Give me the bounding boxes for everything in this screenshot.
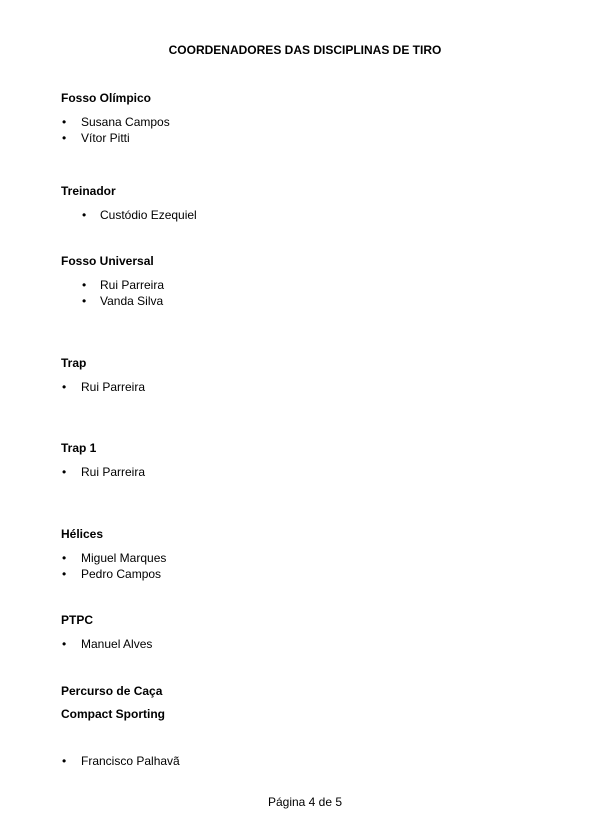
list-item: Miguel Marques <box>81 551 167 565</box>
page-number-footer: Página 4 de 5 <box>267 795 343 809</box>
section-heading-trap: Trap <box>61 356 87 370</box>
section-heading-trap-1: Trap 1 <box>61 441 97 455</box>
section-heading-percurso-de-caca: Percurso de Caça <box>61 684 163 698</box>
section-heading-fosso-olimpico: Fosso Olímpico <box>61 91 152 105</box>
section-heading-treinador: Treinador <box>61 184 116 198</box>
section-heading-ptpc: PTPC <box>61 613 94 627</box>
list-item: Susana Campos <box>81 115 170 129</box>
bullet-icon: • <box>82 208 87 222</box>
bullet-icon: • <box>62 131 67 145</box>
section-heading-helices: Hélices <box>61 527 104 541</box>
list-item: Vanda Silva <box>100 294 164 308</box>
list-item: Custódio Ezequiel <box>100 208 197 222</box>
list-item: Rui Parreira <box>100 278 165 292</box>
bullet-icon: • <box>82 278 87 292</box>
section-heading-compact-sporting: Compact Sporting <box>61 707 165 721</box>
bullet-icon: • <box>62 637 67 651</box>
list-item: Manuel Alves <box>81 637 153 651</box>
list-item: Rui Parreira <box>81 465 146 479</box>
bullet-icon: • <box>82 294 87 308</box>
bullet-icon: • <box>62 465 67 479</box>
bullet-icon: • <box>62 380 67 394</box>
list-item: Francisco Palhavã <box>81 754 180 768</box>
bullet-icon: • <box>62 754 67 768</box>
list-item: Vítor Pitti <box>81 131 130 145</box>
list-item: Pedro Campos <box>81 567 162 581</box>
list-item: Rui Parreira <box>81 380 146 394</box>
bullet-icon: • <box>62 551 67 565</box>
bullet-icon: • <box>62 567 67 581</box>
section-heading-fosso-universal: Fosso Universal <box>61 254 154 268</box>
document-title: COORDENADORES DAS DISCIPLINAS DE TIRO <box>168 43 442 57</box>
bullet-icon: • <box>62 115 67 129</box>
